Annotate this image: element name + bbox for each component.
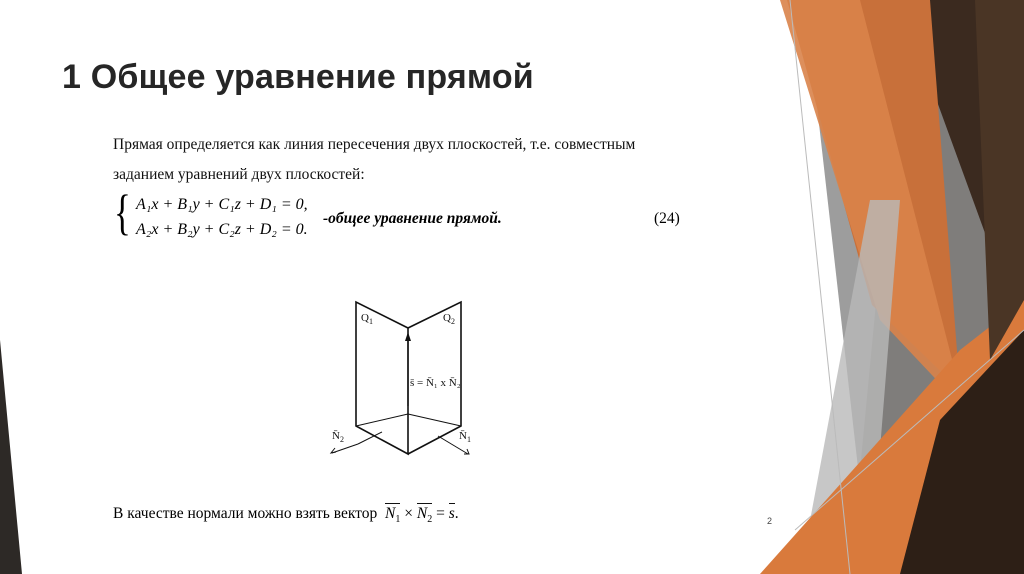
direction-arrow-head	[405, 332, 411, 341]
label-n1: $N̄_1$	[459, 430, 471, 444]
left-dark-wedge	[0, 340, 22, 574]
cross-symbol: ×	[404, 505, 413, 522]
label-direction: s̄ = N̄₁ x N̄₂	[410, 377, 461, 389]
paragraph-line-1: Прямая определяется как линия пересечения двух плоскостей, т.е. совместным	[113, 136, 636, 153]
equals-symbol: =	[436, 505, 445, 522]
bottom-text: В качестве нормали можно взять вектор	[113, 505, 378, 522]
equation-label: -общее уравнение прямой.	[323, 210, 502, 227]
equation-system	[114, 184, 324, 245]
label-q1: $Q_1$	[361, 312, 373, 326]
normal-n2-line	[332, 444, 358, 453]
page-number: 2	[767, 516, 773, 526]
page-title: 1 Общее уравнение прямой	[62, 58, 534, 96]
plane-q1-outline	[356, 302, 408, 454]
bottom-edge-2	[408, 414, 461, 426]
label-q2: $Q_2$	[443, 312, 455, 326]
equation-2: A₂x + B₂y + C₂z + D₂ = 0.	[136, 221, 308, 238]
left-brace: {	[114, 184, 131, 240]
paragraph-line-2: заданием уравнений двух плоскостей:	[113, 166, 365, 183]
vector-n1: $N_1$	[385, 505, 401, 526]
planes-figure	[328, 296, 488, 458]
equation-number: (24)	[654, 210, 680, 227]
bottom-period: .	[454, 505, 459, 522]
bottom-edge-1	[356, 414, 408, 426]
vector-n2: $N_2$	[416, 505, 433, 526]
bottom-sentence	[113, 505, 459, 525]
equation-1: A₁x + B₁y + C₁z + D₁ = 0,	[136, 196, 308, 213]
label-n2: $N̄_2$	[332, 430, 344, 444]
vector-s: s	[448, 505, 455, 522]
